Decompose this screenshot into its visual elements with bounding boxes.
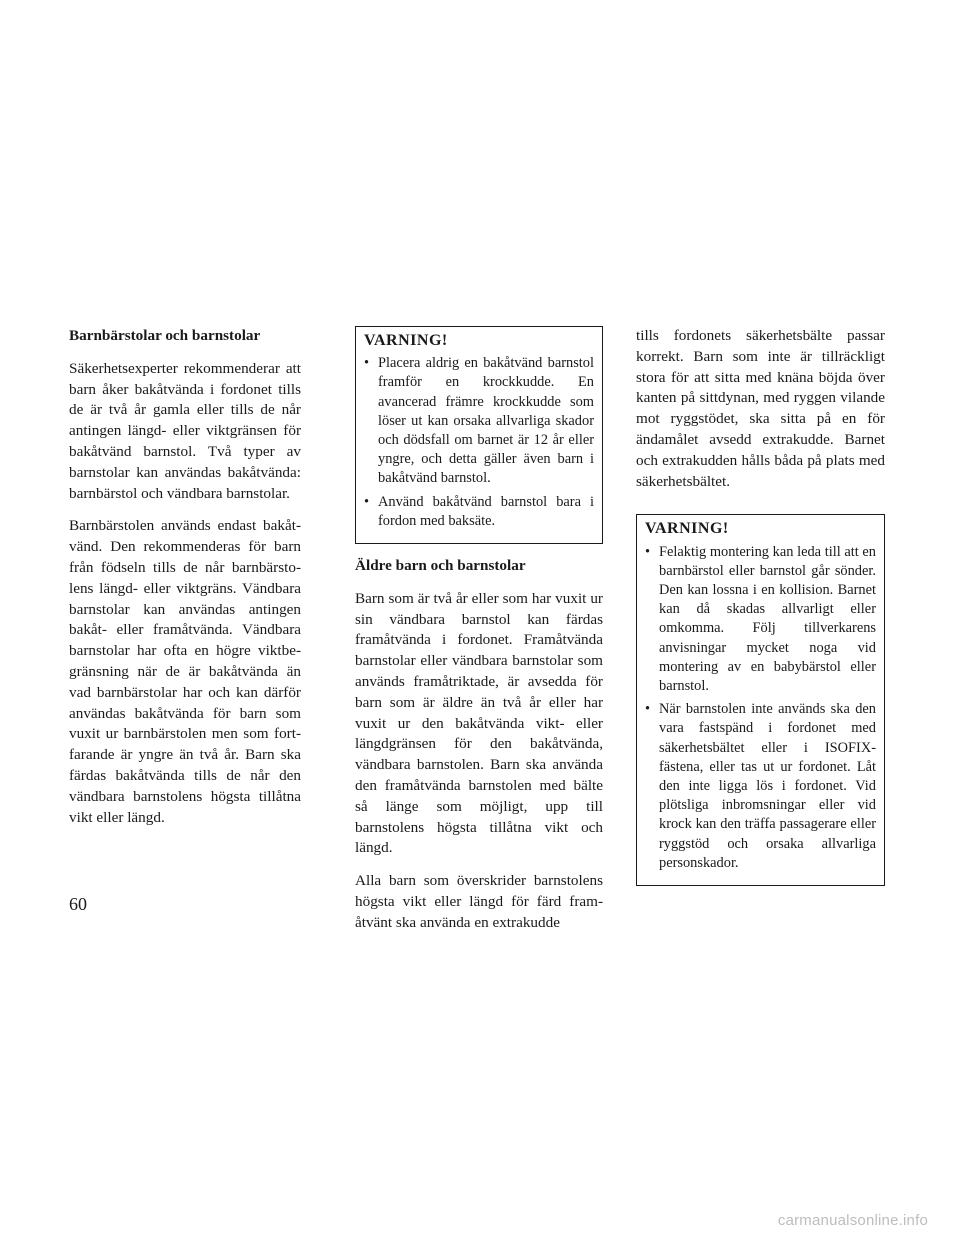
paragraph: tills fordonets säkerhetsbälte passar korrekt. Barn som inte är tillräckligt stora för att sitta med knäna böjda över kanten på sittdynan, med ryggen vilande mot ryggstödet, ska sitta på en för ändamålet avsedd extrakudde. Barnet och extrakudden hålls båda på plats med säkerhetsbältet.	[636, 327, 885, 490]
paragraph: Säkerhetsexperter rekommenderar att barn åker bakåtvända i fordonet tills de är två år gamla eller tills de når antingen längd- eller viktgränsen för bakåtvänd barnstol. Två typer av barnstolar kan användas bakåtvända: barnbärstol och vändbara barnstolar.	[69, 359, 301, 502]
watermark-text: carmanualsonline.info	[777, 1212, 928, 1229]
paragraph: Barn som är två år eller som har vuxit ur sin vändbara barnstol kan färdas framåtvända i fordonet. Framåtvända barnstolar eller vändbara barnstolar som används framåtriktade, är avsedda för barn som är äldre än två år eller har vuxit ur den bakåtvända vikt- eller längdgränsen för den bakåtvända, vändbara barnstolen. Barn ska använda den framåtvända barnstolen med bälte så länge som möjligt, upp till barnstolens högsta tillåtna vikt och längd.	[355, 589, 603, 857]
section-heading-infant-seats: Barnbärstolar och barnstolar	[69, 327, 261, 344]
warning-box-installation	[636, 514, 885, 886]
warning-title: VARNING!	[645, 520, 729, 538]
column-right	[636, 326, 885, 886]
paragraph: Alla barn som överskrider barnstolens högsta vikt eller längd för färd framåtvänt ska använda en extrakudde	[355, 872, 603, 931]
warning-item: • Använd bakåtvänd barnstol bara i fordon med baksäte.	[364, 493, 594, 531]
paragraph: Barnbärstolen används endast bakåtvänd. Den rekommenderas för barn från födseln tills de når barnbärstolens längd- eller viktgräns. Vändbara barnstolar kan användas antingen bakåt- eller framåtvända. Vändbara barnstolar har ofta en högre viktbegränsning när de är bakåtvända än vad barnbärstolar har och kan därför användas bakåtvända för barn som vuxit ur barnbärstolen men som fortfarande är yngre än två år. Barn ska färdas bakåtvända tills de når den vändbara barnstolens högsta tillåtna vikt eller längd.	[69, 517, 301, 826]
warning-item: • När barnstolen inte används ska den vara fastspänd i fordonet med säkerhetsbältet eller i ISOFIX-fästena, eller tas ut ur fordonet. Låt den inte ligga lös i fordonet. Vid plötsliga inbromsningar eller vid krock kan den träffa passagerare eller ryggstöd och orsaka allvarliga personskador.	[645, 700, 876, 873]
warning-list	[645, 543, 876, 873]
warning-item: • Felaktig montering kan leda till att en barnbärstol eller barnstol går sönder. Den kan lossna i en kollision. Barnet kan då skadas allvarligt eller omkomma. Följ tillverkarens anvisningar mycket noga vid montering av en babybärstol eller barnstol.	[645, 543, 876, 697]
section-heading-older-children: Äldre barn och barnstolar	[355, 557, 526, 575]
warning-item: • Placera aldrig en bakåtvänd barnstol framför en krockkudde. En avancerad främre krockkudde som löser ut kan orsaka allvarliga skador och dödsfall om barnet är 12 år eller yngre, och detta gäller även barn i bakåtvänd barnstol.	[364, 354, 594, 488]
warning-list	[364, 354, 594, 531]
page-number: 60	[69, 894, 87, 914]
column-left	[69, 326, 301, 840]
warning-title: VARNING!	[364, 332, 448, 349]
warning-box-airbag	[355, 326, 603, 544]
column-middle	[355, 326, 603, 946]
